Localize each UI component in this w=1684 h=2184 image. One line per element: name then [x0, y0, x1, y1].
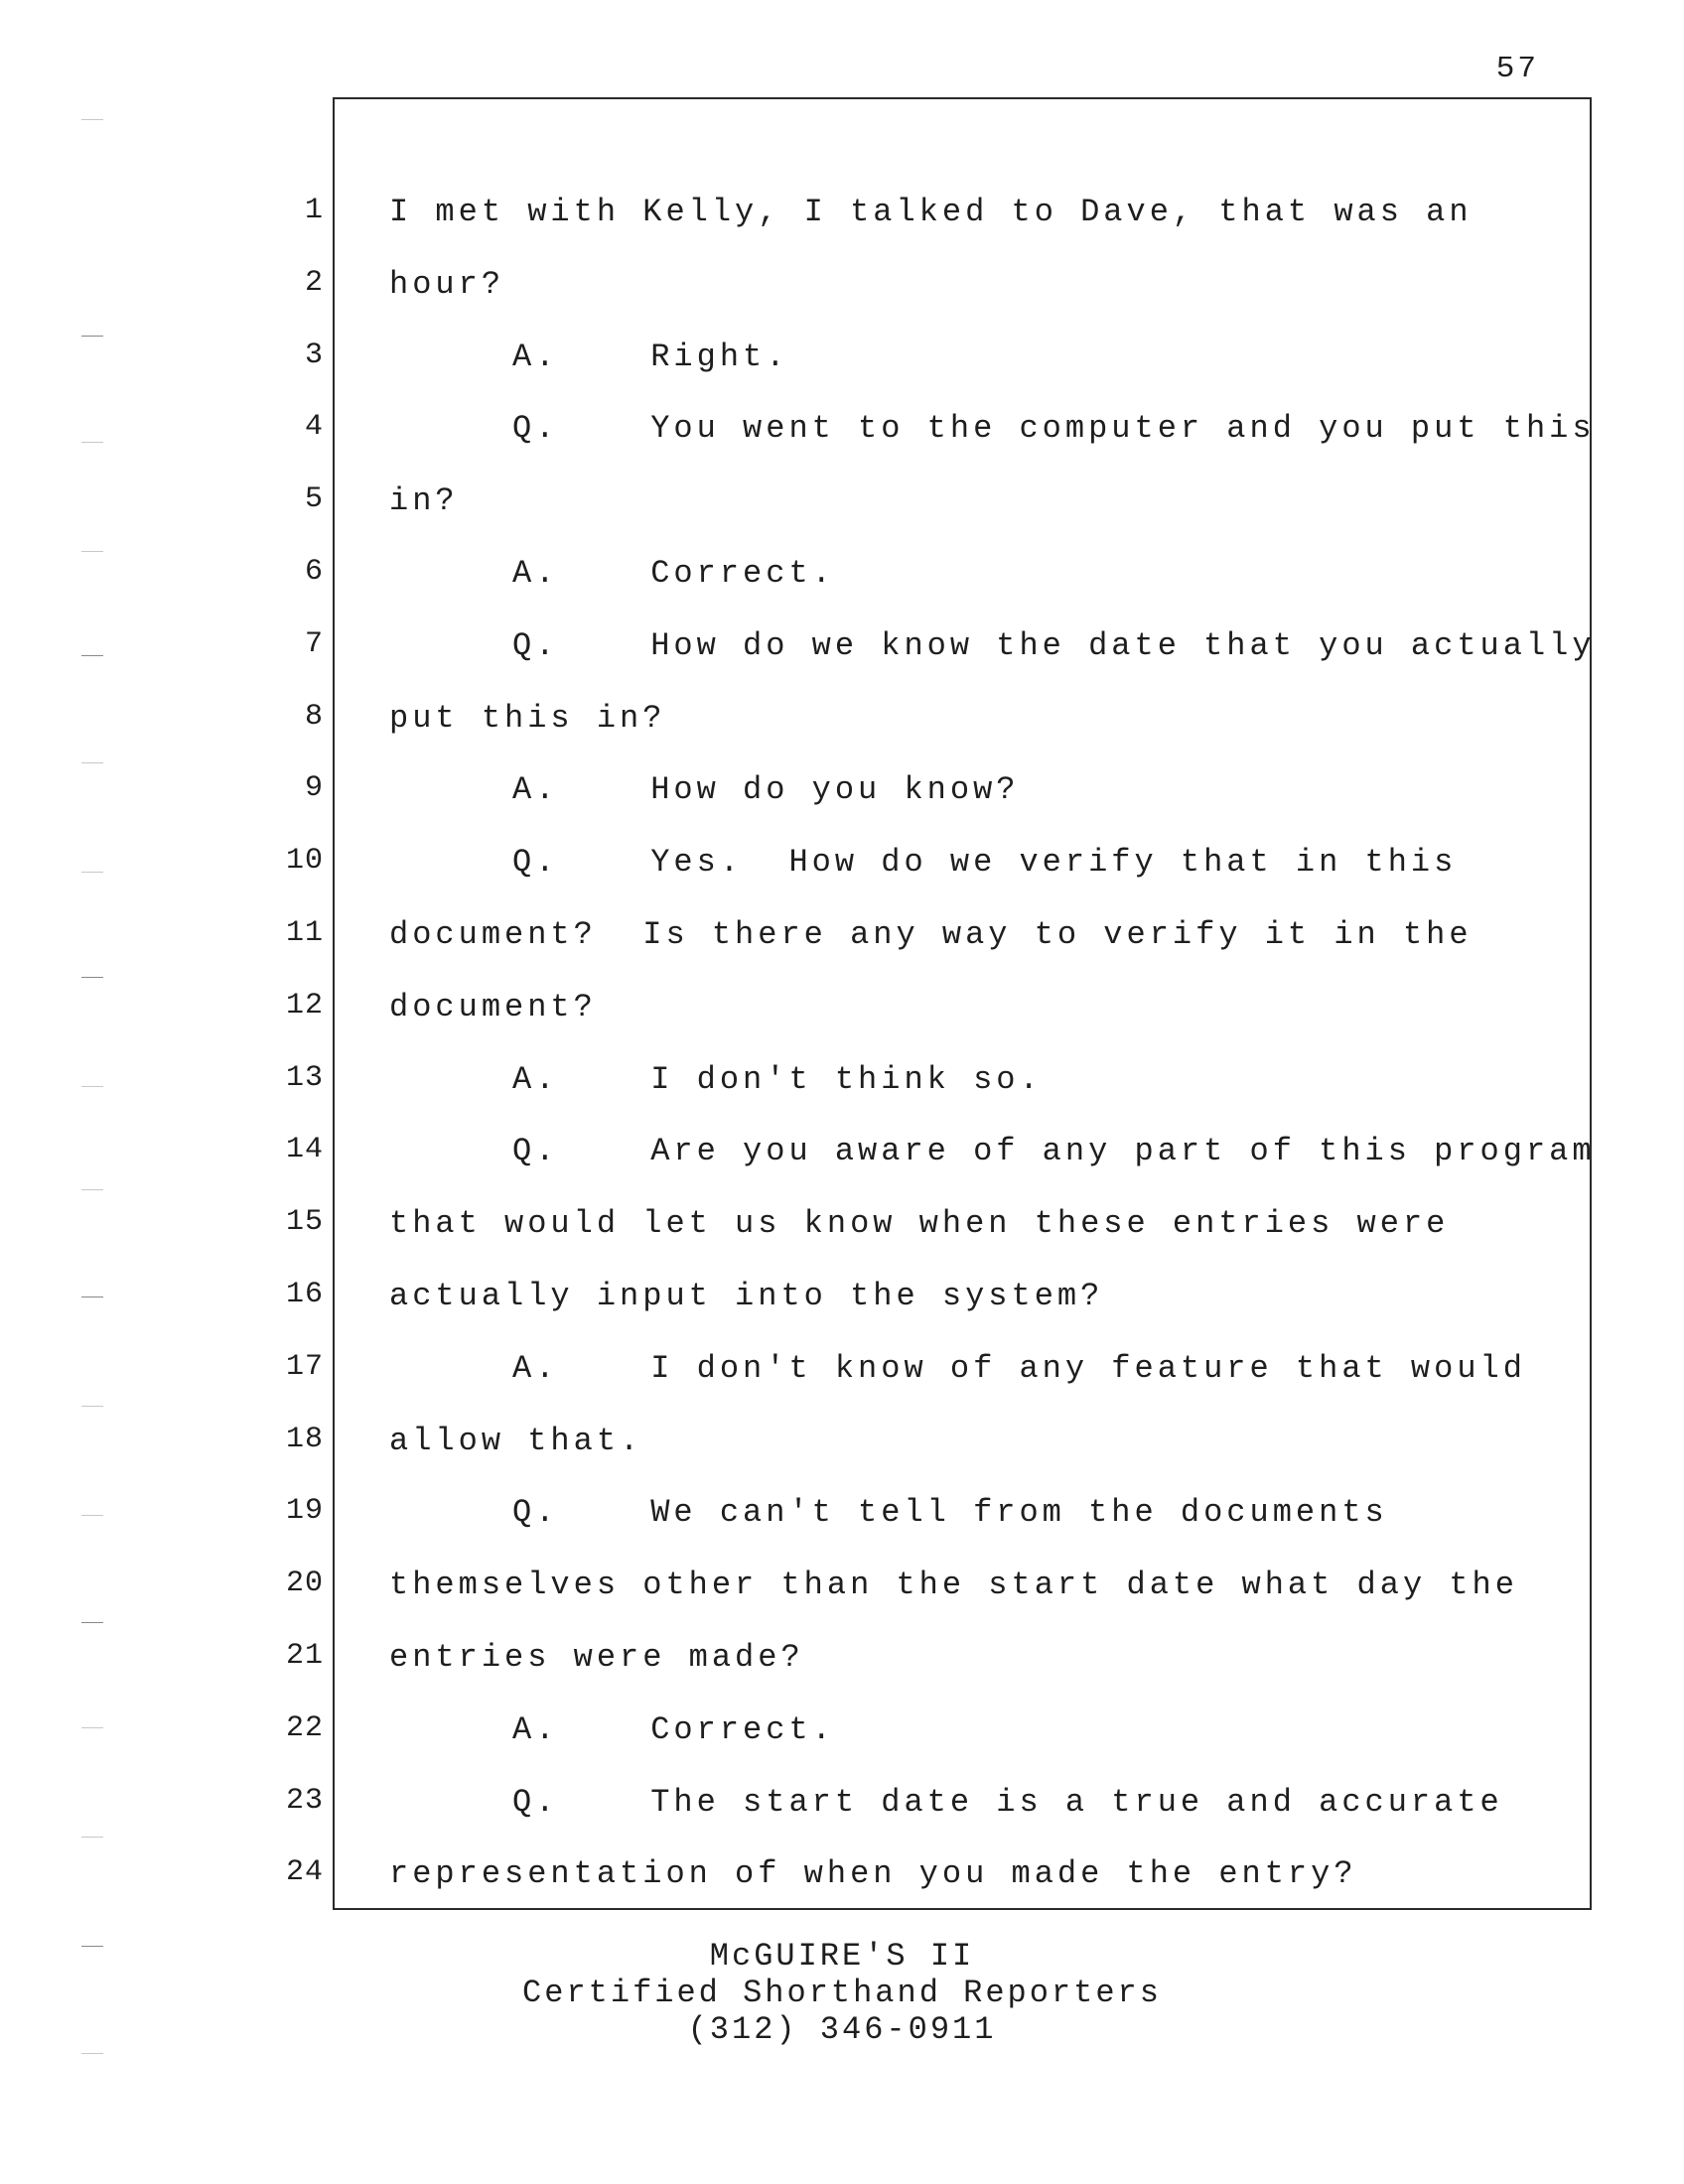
- line-number: 2: [304, 266, 324, 300]
- margin-mark: [81, 655, 103, 656]
- transcript-line: Q. Are you aware of any part of this program: [512, 1133, 1596, 1169]
- transcript-line: entries were made?: [389, 1639, 804, 1676]
- margin-mark: [81, 1515, 103, 1516]
- transcript-line: Q. Yes. How do we verify that in this: [512, 844, 1458, 881]
- line-number: 22: [285, 1711, 324, 1745]
- transcript-line: A. Correct.: [512, 1711, 835, 1748]
- line-number: 15: [285, 1205, 324, 1239]
- line-number: 16: [285, 1278, 324, 1311]
- line-number: 1: [304, 194, 324, 227]
- margin-mark: [81, 1622, 103, 1623]
- transcript-line: A. How do you know?: [512, 771, 1020, 808]
- line-number: 4: [304, 410, 324, 444]
- transcript-line: Q. We can't tell from the documents: [512, 1494, 1388, 1531]
- margin-mark: [81, 762, 103, 763]
- transcript-line: themselves other than the start date what day the: [389, 1567, 1518, 1603]
- margin-mark: [81, 551, 103, 552]
- transcript-line: Q. You went to the computer and you put this: [512, 410, 1596, 447]
- transcript-line: Q. How do we know the date that you actually: [512, 627, 1596, 664]
- line-number: 23: [285, 1784, 324, 1818]
- margin-mark: [81, 442, 103, 443]
- transcript-line: document? Is there any way to verify it in the: [389, 916, 1473, 953]
- margin-mark: [81, 1727, 103, 1728]
- transcript-line: document?: [389, 989, 597, 1025]
- line-number: 19: [285, 1494, 324, 1528]
- margin-mark: [81, 1837, 103, 1838]
- line-number: 6: [304, 555, 324, 589]
- transcript-line: allow that.: [389, 1423, 643, 1459]
- transcript-line: A. I don't think so.: [512, 1061, 1043, 1098]
- reporter-title: Certified Shorthand Reporters: [522, 1975, 1162, 2011]
- transcript-line: in?: [389, 482, 459, 519]
- transcript-line: A. I don't know of any feature that would: [512, 1350, 1526, 1387]
- line-number: 13: [285, 1061, 324, 1095]
- line-number: 9: [304, 771, 324, 805]
- line-number: 20: [285, 1567, 324, 1600]
- margin-mark: [81, 977, 103, 978]
- transcript-line: put this in?: [389, 700, 666, 737]
- line-number: 8: [304, 700, 324, 734]
- transcript-line: representation of when you made the entry?: [389, 1855, 1357, 1892]
- margin-mark: [81, 1406, 103, 1407]
- transcript-line: I met with Kelly, I talked to Dave, that was an: [389, 194, 1473, 230]
- line-number: 14: [285, 1133, 324, 1166]
- line-number: 12: [285, 989, 324, 1023]
- reporter-phone: (312) 346-0911: [687, 2011, 997, 2048]
- line-number: 24: [285, 1855, 324, 1889]
- margin-mark: [81, 1086, 103, 1087]
- margin-mark: [81, 119, 103, 120]
- transcript-line: A. Correct.: [512, 555, 835, 592]
- margin-mark: [81, 2053, 103, 2054]
- line-number: 17: [285, 1350, 324, 1384]
- page-number: 57: [1495, 52, 1539, 86]
- transcript-line: hour?: [389, 266, 505, 303]
- line-number: 11: [285, 916, 324, 950]
- reporter-name: McGUIRE'S II: [709, 1938, 975, 1975]
- transcript-line: actually input into the system?: [389, 1278, 1104, 1314]
- transcript-line: Q. The start date is a true and accurate: [512, 1784, 1503, 1821]
- reporter-footer: [0, 1938, 1684, 2048]
- margin-mark: [81, 336, 103, 337]
- margin-mark: [81, 1189, 103, 1190]
- transcript-line: that would let us know when these entries were: [389, 1205, 1450, 1242]
- line-number: 18: [285, 1423, 324, 1456]
- transcript-line: A. Right.: [512, 339, 789, 375]
- line-number: 3: [304, 339, 324, 372]
- line-number: 10: [285, 844, 324, 878]
- line-number: 5: [304, 482, 324, 516]
- line-number: 21: [285, 1639, 324, 1673]
- margin-mark: [81, 872, 103, 873]
- line-number: 7: [304, 627, 324, 661]
